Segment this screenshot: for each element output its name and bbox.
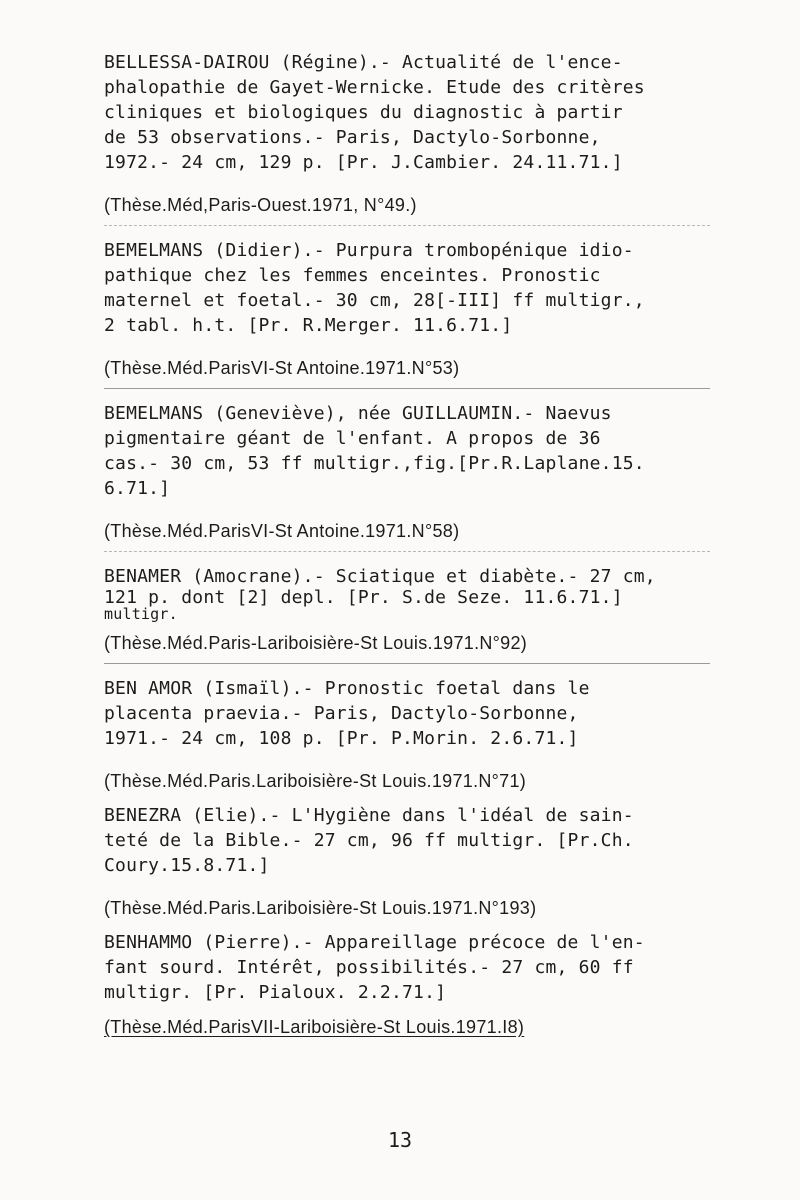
entry-line: pathique chez les femmes enceintes. Pronostic	[104, 265, 601, 286]
entry-line: BENEZRA (Elie).- L'Hygiène dans l'idéal de sain-	[104, 805, 634, 826]
entry-line: BEMELMANS (Didier).- Purpura trombopénique idio-	[104, 240, 634, 261]
page-number: 13	[387, 1128, 413, 1152]
entry-line: multigr. [Pr. Pialoux. 2.2.71.]	[104, 982, 447, 1003]
entry-line: pigmentaire géant de l'enfant. A propos de 36	[104, 428, 601, 449]
bibliography-entry	[104, 238, 714, 380]
divider	[104, 663, 710, 664]
entry-line: fant sourd. Intérêt, possibilités.- 27 cm, 60 ff	[104, 957, 634, 978]
thesis-note: (Thèse.Méd.Paris.Lariboisière-St Louis.1971.N°193)	[104, 898, 537, 918]
entry-line: BENHAMMO (Pierre).- Appareillage précoce de l'en-	[104, 932, 645, 953]
bibliography-entry	[104, 676, 714, 793]
entry-line: de 53 observations.- Paris, Dactylo-Sorbonne,	[104, 127, 601, 148]
entry-line: BELLESSA-DAIROU (Régine).- Actualité de l'ence-	[104, 52, 623, 73]
entry-line: BEMELMANS (Geneviève), née GUILLAUMIN.- Naevus	[104, 403, 612, 424]
thesis-note: (Thèse.Méd.ParisVI-St Antoine.1971.N°53)	[104, 358, 460, 378]
entry-line: BENAMER (Amocrane).- Sciatique et diabète.- 27 cm,	[104, 566, 656, 587]
bibliography-entry	[104, 50, 714, 217]
bibliography-entry	[104, 401, 714, 543]
thesis-note: (Thèse.Méd,Paris-Ouest.1971, N°49.)	[104, 195, 417, 215]
entry-line: 121 p. dont [2] depl. [Pr. S.de Seze. 11.6.71.]	[104, 587, 623, 608]
bibliography-entry	[104, 564, 714, 655]
bibliography-entry	[104, 930, 714, 1039]
entry-line: teté de la Bible.- 27 cm, 96 ff multigr. [Pr.Ch.	[104, 830, 634, 851]
bibliography-entry	[104, 803, 714, 920]
divider	[104, 551, 710, 552]
entry-line: cliniques et biologiques du diagnostic à partir	[104, 102, 623, 123]
thesis-note: (Thèse.Méd.ParisVII-Lariboisière-St Louis.1971.I8)	[104, 1017, 525, 1037]
entry-line: phalopathie de Gayet-Wernicke. Etude des critères	[104, 77, 645, 98]
entry-line: BEN AMOR (Ismaïl).- Pronostic foetal dans le	[104, 678, 590, 699]
thesis-note: (Thèse.Méd.Paris-Lariboisière-St Louis.1971.N°92)	[104, 633, 528, 653]
entry-line: 6.71.]	[104, 478, 171, 499]
entry-line: placenta praevia.- Paris, Dactylo-Sorbonne,	[104, 703, 579, 724]
thesis-note: (Thèse.Méd.Paris.Lariboisière-St Louis.1971.N°71)	[104, 771, 527, 791]
entry-line: 1972.- 24 cm, 129 p. [Pr. J.Cambier. 24.11.71.]	[104, 152, 623, 173]
divider	[104, 388, 710, 389]
thesis-note: (Thèse.Méd.ParisVI-St Antoine.1971.N°58)	[104, 521, 460, 541]
entry-line: 1971.- 24 cm, 108 p. [Pr. P.Morin. 2.6.71.]	[104, 728, 579, 749]
entry-line: maternel et foetal.- 30 cm, 28[-III] ff multigr.,	[104, 290, 645, 311]
bibliography-list	[104, 50, 714, 1039]
divider	[104, 225, 710, 226]
entry-line: multigr.	[104, 605, 178, 623]
entry-line: Coury.15.8.71.]	[104, 855, 270, 876]
entry-line: cas.- 30 cm, 53 ff multigr.,fig.[Pr.R.Laplane.15.	[104, 453, 645, 474]
entry-line: 2 tabl. h.t. [Pr. R.Merger. 11.6.71.]	[104, 315, 513, 336]
